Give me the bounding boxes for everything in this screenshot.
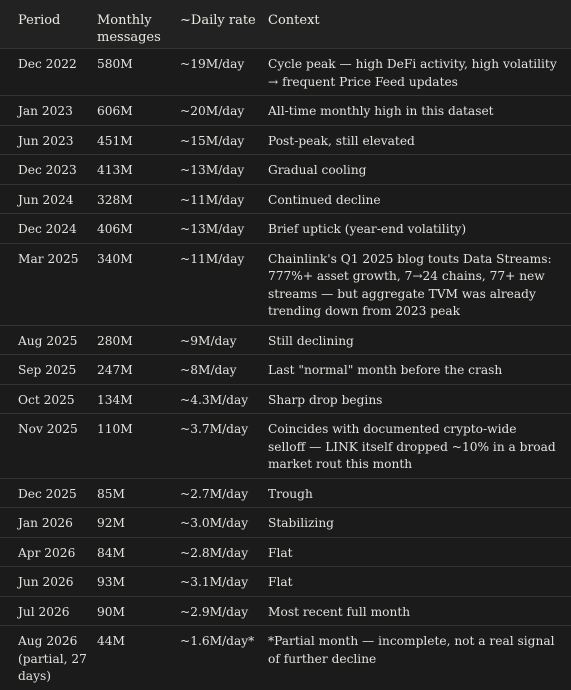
cell-context: Chainlink's Q1 2025 blog touts Data Streams: 777%+ asset growth, 7→24 chains, 77+ new streams — but aggregate TVM was already trending down from 2023 peak [268,243,571,325]
cell-context: Post-peak, still elevated [268,125,571,155]
cell-period: Mar 2025 [0,243,97,325]
cell-daily-rate: ~13M/day [180,155,268,185]
cell-period: Nov 2025 [0,414,97,479]
table-row [0,325,571,355]
cell-monthly-messages: 328M [97,184,180,214]
cell-monthly-messages: 44M [97,626,180,690]
header-period: Period [0,0,97,49]
cell-daily-rate: ~3.1M/day [180,567,268,597]
cell-period: Jul 2026 [0,596,97,626]
cell-monthly-messages: 85M [97,478,180,508]
table-header [0,0,571,49]
table-row [0,125,571,155]
table-body [0,49,571,690]
cell-monthly-messages: 580M [97,49,180,96]
cell-context: Stabilizing [268,508,571,538]
table-row [0,537,571,567]
cell-context: Coincides with documented crypto-wide selloff — LINK itself dropped ~10% in a broad market rout this month [268,414,571,479]
cell-monthly-messages: 280M [97,325,180,355]
table-row [0,414,571,479]
cell-monthly-messages: 134M [97,384,180,414]
cell-period: Jun 2023 [0,125,97,155]
cell-period: Dec 2023 [0,155,97,185]
cell-period: Jan 2026 [0,508,97,538]
cell-period: Dec 2022 [0,49,97,96]
cell-daily-rate: ~19M/day [180,49,268,96]
cell-daily-rate: ~2.9M/day [180,596,268,626]
cell-context: Last "normal" month before the crash [268,355,571,385]
table-row [0,184,571,214]
cell-monthly-messages: 110M [97,414,180,479]
cell-period: Jun 2026 [0,567,97,597]
cell-daily-rate: ~2.7M/day [180,478,268,508]
cell-daily-rate: ~13M/day [180,214,268,244]
cell-daily-rate: ~11M/day [180,184,268,214]
cell-daily-rate: ~3.0M/day [180,508,268,538]
table-row [0,596,571,626]
table-row [0,567,571,597]
cell-daily-rate: ~20M/day [180,96,268,126]
cell-context: Continued decline [268,184,571,214]
cell-monthly-messages: 606M [97,96,180,126]
table-row [0,96,571,126]
cell-period: Aug 2025 [0,325,97,355]
table-row [0,384,571,414]
cell-monthly-messages: 92M [97,508,180,538]
cell-period: Jan 2023 [0,96,97,126]
table-row [0,478,571,508]
cell-monthly-messages: 451M [97,125,180,155]
cell-context: Brief uptick (year-end volatility) [268,214,571,244]
cell-monthly-messages: 93M [97,567,180,597]
cell-monthly-messages: 413M [97,155,180,185]
table-row [0,508,571,538]
cell-period: Oct 2025 [0,384,97,414]
cell-daily-rate: ~3.7M/day [180,414,268,479]
cell-monthly-messages: 340M [97,243,180,325]
cell-period: Aug 2026 (partial, 27 days) [0,626,97,690]
cell-period: Sep 2025 [0,355,97,385]
cell-context: Flat [268,567,571,597]
cell-context: Trough [268,478,571,508]
cell-context: Flat [268,537,571,567]
cell-daily-rate: ~9M/day [180,325,268,355]
cell-monthly-messages: 247M [97,355,180,385]
cell-daily-rate: ~15M/day [180,125,268,155]
cell-context: Gradual cooling [268,155,571,185]
cell-context: Cycle peak — high DeFi activity, high volatility → frequent Price Feed updates [268,49,571,96]
cell-daily-rate: ~4.3M/day [180,384,268,414]
table-row [0,214,571,244]
cell-daily-rate: ~2.8M/day [180,537,268,567]
cell-daily-rate: ~8M/day [180,355,268,385]
header-row [0,0,571,49]
cell-context: Still declining [268,325,571,355]
cell-daily-rate: ~11M/day [180,243,268,325]
cell-monthly-messages: 84M [97,537,180,567]
cell-monthly-messages: 90M [97,596,180,626]
cell-daily-rate: ~1.6M/day* [180,626,268,690]
cell-context: All-time monthly high in this dataset [268,96,571,126]
table-row [0,49,571,96]
header-context: Context [268,0,571,49]
cell-period: Dec 2025 [0,478,97,508]
cell-monthly-messages: 406M [97,214,180,244]
cell-context: Sharp drop begins [268,384,571,414]
table-row [0,243,571,325]
table-row [0,155,571,185]
cell-period: Apr 2026 [0,537,97,567]
cell-period: Jun 2024 [0,184,97,214]
header-daily-rate: ~Daily rate [180,0,268,49]
cell-period: Dec 2024 [0,214,97,244]
cell-context: *Partial month — incomplete, not a real signal of further decline [268,626,571,690]
cell-context: Most recent full month [268,596,571,626]
header-monthly-messages: Monthly messages [97,0,180,49]
table-row [0,355,571,385]
